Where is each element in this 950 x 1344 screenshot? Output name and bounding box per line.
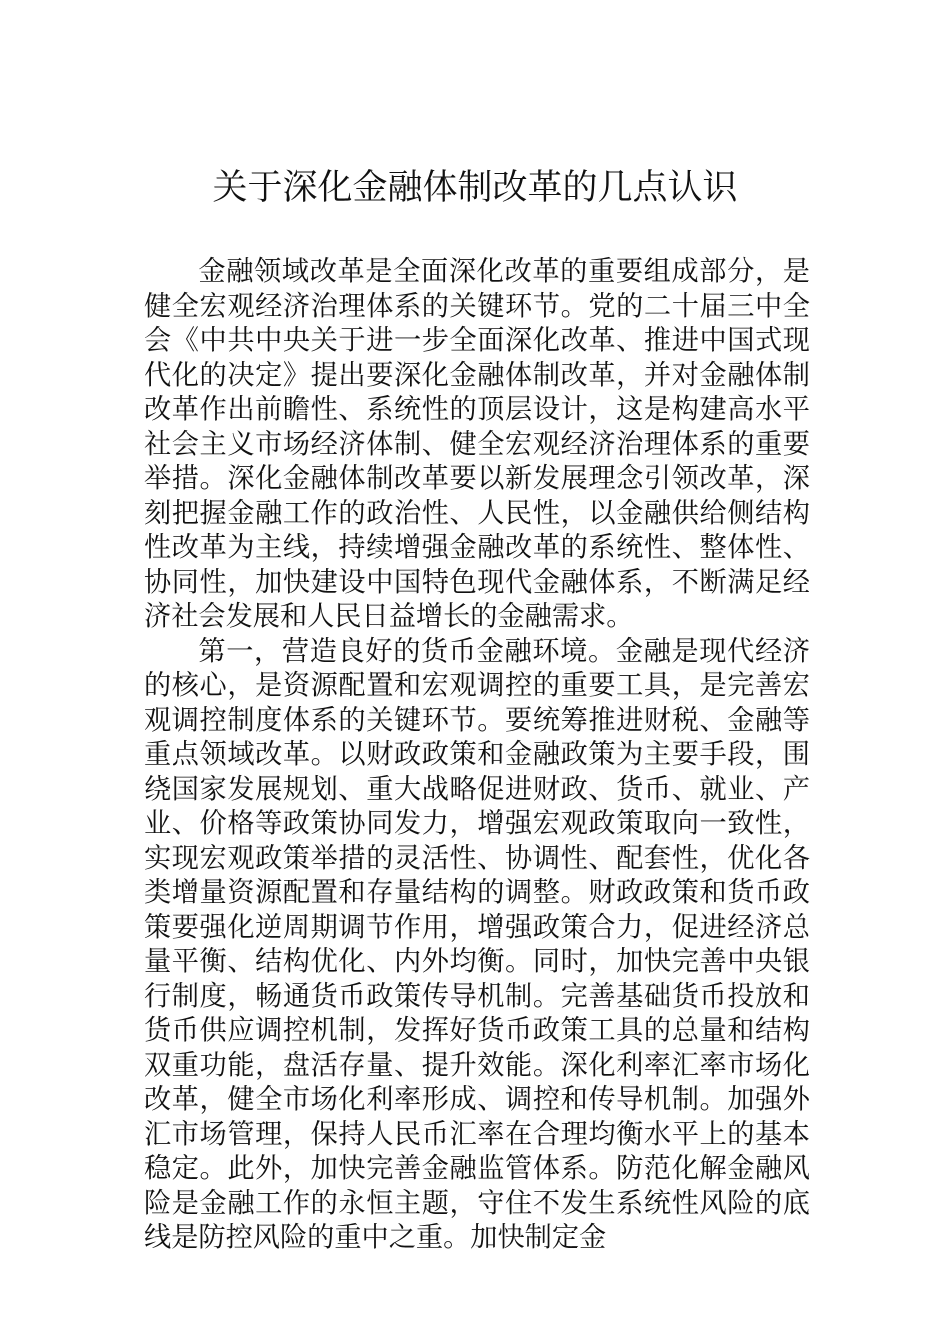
document-body: [144, 255, 810, 1256]
document-title: 关于深化金融体制改革的几点认识: [212, 168, 738, 208]
paragraph-intro: 金融领域改革是全面深化改革的重要组成部分，是健全宏观经济治理体系的关键环节。党的二十届三中全会《中共中央关于进一步全面深化改革、推进中国式现代化的决定》提出要深化金融体制改革，并对金融体制改革作出前瞻性、系统性的顶层设计，这是构建高水平社会主义市场经济体制、健全宏观经济治理体系的重要举措。深化金融体制改革要以新发展理念引领改革，深刻把握金融工作的政治性、人民性，以金融供给侧结构性改革为主线，持续增强金融改革的系统性、整体性、协同性，加快建设中国特色现代金融体系，不断满足经济社会发展和人民日益增长的金融需求。: [144, 256, 810, 632]
paragraph-first-point: 第一，营造良好的货币金融环境。金融是现代经济的核心，是资源配置和宏观调控的重要工具，是完善宏观调控制度体系的关键环节。要统筹推进财税、金融等重点领域改革。以财政政策和金融政策为主要手段，围绕国家发展规划、重大战略促进财政、货币、就业、产业、价格等政策协同发力，增强宏观政策取向一致性，实现宏观政策举措的灵活性、协调性、配套性，优化各类增量资源配置和存量结构的调整。财政政策和货币政策要强化逆周期调节作用，增强政策合力，促进经济总量平衡、结构优化、内外均衡。同时，加快完善中央银行制度，畅通货币政策传导机制。完善基础货币投放和货币供应调控机制，发挥好货币政策工具的总量和结构双重功能，盘活存量、提升效能。深化利率汇率市场化改革，健全市场化利率形成、调控和传导机制。加强外汇市场管理，保持人民币汇率在合理均衡水平上的基本稳定。此外，加快完善金融监管体系。防范化解金融风险是金融工作的永恒主题，守住不发生系统性风险的底线是防控风险的重中之重。加快制定金: [144, 635, 810, 1253]
